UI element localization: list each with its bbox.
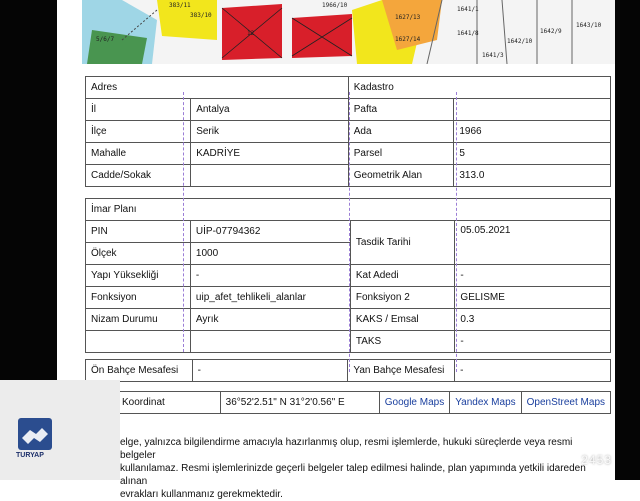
taks-label: TAKS — [350, 331, 455, 353]
parcel-label: 1643/10 — [576, 22, 602, 29]
parcel-label: 1642/9 — [540, 28, 562, 35]
neighborhood-label: Mahalle — [86, 143, 191, 165]
watermark: 2453 — [581, 453, 612, 467]
floor-count-label: Kat Adedi — [350, 265, 455, 287]
function2-value: GELISME — [455, 287, 611, 309]
order-label: Nizam Durumu — [86, 309, 191, 331]
zoning-plan-table — [85, 198, 611, 353]
street-value — [191, 165, 349, 187]
parcel-label: 1966/10 — [322, 2, 348, 9]
neighborhood-value: KADRİYE — [191, 143, 349, 165]
district-label: İlçe — [86, 121, 191, 143]
approval-date-label: Tasdik Tarihi — [350, 221, 455, 265]
side-garden-value: - — [455, 360, 611, 382]
parcel-label: 1627/14 — [395, 36, 421, 43]
zoning-map[interactable] — [82, 0, 615, 64]
cadastre-header: Kadastro — [348, 77, 610, 99]
garden-distance-table — [85, 359, 611, 382]
function2-label: Fonksiyon 2 — [350, 287, 455, 309]
coordinates-table — [85, 391, 611, 414]
front-garden-label: Ön Bahçe Mesafesi — [86, 360, 193, 382]
parcel-label: 5/6/7 — [96, 36, 115, 43]
parcel-label: 1642/10 — [507, 38, 533, 45]
parcel-label: 1641/3 — [482, 52, 504, 59]
address-cadastre-table — [85, 76, 611, 187]
empty-value — [190, 331, 350, 353]
district-value: Serik — [191, 121, 349, 143]
disclaimer-line: evrakları kullanmanız gerekmektedir. — [120, 489, 283, 500]
disclaimer-line: kullanılamaz. Resmi işlemlerinizde geçerli belgeler talep edilmesi halinde, plan yapımında yetkili idareden alınan — [120, 463, 586, 487]
parcel-label: 1627/13 — [395, 14, 421, 21]
area-value: 313.0 — [454, 165, 611, 187]
coordinate-label: Koordinat — [86, 392, 221, 414]
disclaimer — [120, 436, 610, 501]
right-frame — [615, 0, 640, 480]
province-label: İl — [86, 99, 191, 121]
block-value: 1966 — [454, 121, 611, 143]
pin-value: UİP-07794362 — [190, 221, 350, 243]
area-label: Geometrik Alan — [348, 165, 454, 187]
selection-guide — [183, 92, 184, 352]
side-garden-label: Yan Bahçe Mesafesi — [348, 360, 455, 382]
function-value: uip_afet_tehlikeli_alanlar — [190, 287, 350, 309]
building-height-value: - — [190, 265, 350, 287]
parcel-label: 383/11 — [169, 2, 191, 9]
openstreet-maps-link[interactable]: OpenStreet Maps — [521, 392, 610, 414]
front-garden-value: - — [192, 360, 348, 382]
function-label: Fonksiyon — [86, 287, 191, 309]
map-block-red-2 — [292, 14, 352, 58]
yandex-maps-link[interactable]: Yandex Maps — [450, 392, 521, 414]
approval-date-value: 05.05.2021 — [455, 221, 611, 265]
block-label: Ada — [348, 121, 454, 143]
parcel-label: 12 — [247, 30, 255, 37]
empty-label — [86, 331, 191, 353]
map-canvas — [82, 0, 615, 64]
parcel-value: 5 — [454, 143, 611, 165]
scale-value: 1000 — [190, 243, 350, 265]
disclaimer-line: elge, yalnızca bilgilendirme amacıyla hazırlanmış olup, resmi işlemlerde, hukuki süreçlerde veya resmi belgeler — [120, 437, 573, 461]
coordinate-value: 36°52'2.51" N 31°2'0.56" E — [220, 392, 379, 414]
province-value: Antalya — [191, 99, 349, 121]
google-maps-link[interactable]: Google Maps — [379, 392, 449, 414]
parcel-label: 1641/1 — [457, 6, 479, 13]
selection-guide — [456, 92, 457, 372]
order-value: Ayrık — [190, 309, 350, 331]
parcel-label: 1641/8 — [457, 30, 479, 37]
parcel-label: 383/10 — [190, 12, 212, 19]
sheet-label: Pafta — [348, 99, 454, 121]
parcel-label-cell: Parsel — [348, 143, 454, 165]
building-height-label: Yapı Yüksekliği — [86, 265, 191, 287]
sheet-value — [454, 99, 611, 121]
scale-label: Ölçek — [86, 243, 191, 265]
selection-guide — [349, 92, 350, 372]
floor-count-value: - — [455, 265, 611, 287]
kaks-value: 0.3 — [455, 309, 611, 331]
zoning-header: İmar Planı — [86, 199, 611, 221]
kaks-label: KAKS / Emsal — [350, 309, 455, 331]
address-header: Adres — [86, 77, 349, 99]
logo-text: TURYAP — [16, 452, 44, 459]
taks-value: - — [455, 331, 611, 353]
handshake-logo-icon — [18, 418, 52, 450]
street-label: Cadde/Sokak — [86, 165, 191, 187]
pin-label: PIN — [86, 221, 191, 243]
